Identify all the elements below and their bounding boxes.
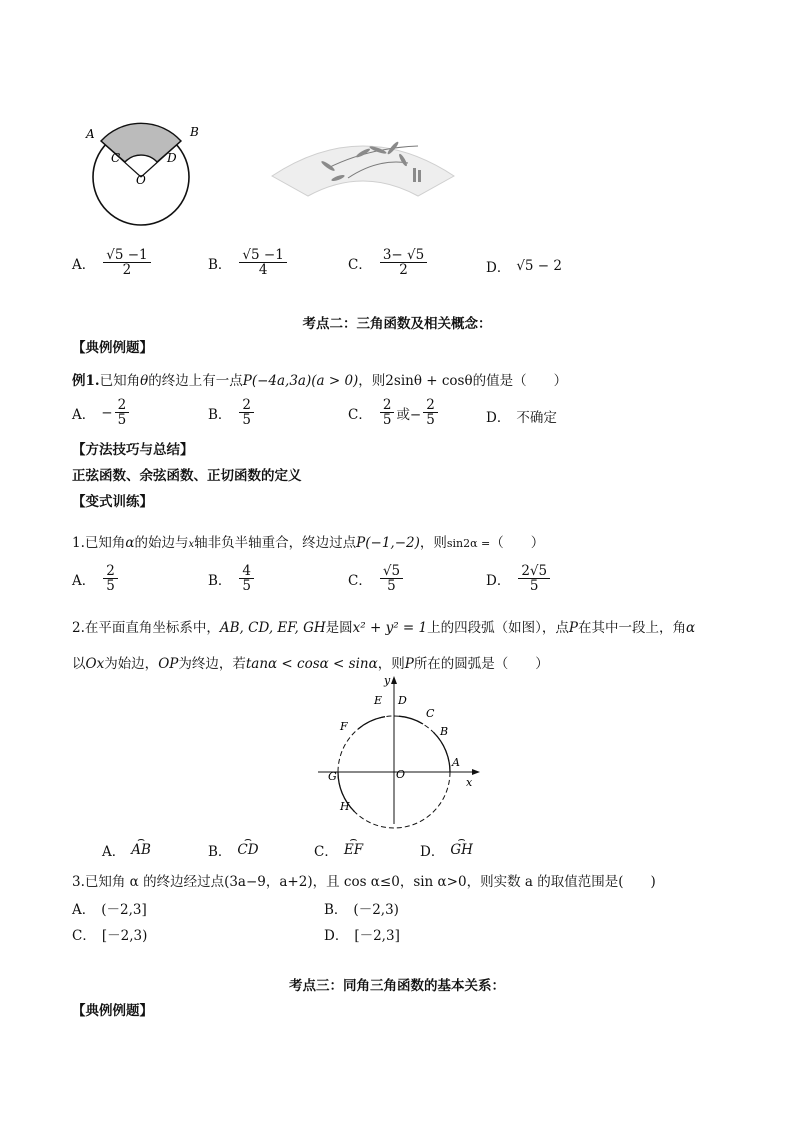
section3-typical-heading: 【典例例题】 xyxy=(72,1003,153,1019)
label-O: O xyxy=(396,768,406,781)
label-A: A xyxy=(86,127,95,141)
v1-option-d[interactable]: D． $\frac{2√5}{5}$ xyxy=(486,564,552,593)
variant1-question: 1.已知角α的始边与x轴非负半轴重合，终边过点P(−1,−2)，则sin2α =（ ） xyxy=(72,535,545,551)
q0-option-c[interactable]: C． $\frac{3- √5}{2}$ xyxy=(348,248,429,277)
q0-option-a[interactable]: A． $\frac{√5 -1}{2}$ xyxy=(72,248,153,277)
section2-title: 考点二：三角函数及相关概念： xyxy=(302,316,492,332)
variant3-question: 3.已知角 α 的终边经过点(3a−9，a+2)，且 cos α≤0，sin α>0，则实数 a 的取值范围是( ) xyxy=(72,874,656,890)
label-C: C xyxy=(111,151,121,165)
v1-option-a[interactable]: A． $\frac{2}{5}$ xyxy=(72,564,120,593)
ex1-option-d[interactable]: D． 不确定 xyxy=(486,410,557,426)
fan-painting-figure xyxy=(268,128,458,198)
v3-option-d[interactable]: D． [－2,3] xyxy=(324,928,400,944)
variant2-question-line1: 2.在平面直角坐标系中，AB, CD, EF, GH是圆x² + y² = 1上的四段弧（如图），点P在其中一段上，角α xyxy=(72,620,696,636)
ring-sector-figure xyxy=(80,118,210,228)
label-A: A xyxy=(452,756,460,769)
unit-circle-figure xyxy=(310,672,490,832)
v2-option-d[interactable]: D． ⌢ GH xyxy=(420,840,473,860)
section3-title: 考点三：同角三角函数的基本关系： xyxy=(289,978,505,994)
label-B: B xyxy=(190,125,199,139)
label-F: F xyxy=(340,720,348,733)
v3-option-c[interactable]: C． [－2,3) xyxy=(72,928,148,944)
method-heading: 【方法技巧与总结】 xyxy=(72,442,194,458)
q0-option-d[interactable]: D． √5 − 2 xyxy=(486,258,563,276)
v3-option-a[interactable]: A． (－2,3] xyxy=(72,902,147,918)
ex1-option-b[interactable]: B． $\frac{2}{5}$ xyxy=(208,398,256,427)
axis-x-label: x xyxy=(466,776,473,789)
label-G: G xyxy=(328,770,337,783)
section2-typical-heading: 【典例例题】 xyxy=(72,340,153,356)
v2-option-b[interactable]: B． ⌢ CD xyxy=(208,840,259,860)
ex1-option-a[interactable]: A． − $\frac{2}{5}$ xyxy=(72,398,131,427)
label-B: B xyxy=(440,725,449,738)
ex1-option-c[interactable]: C． $\frac{2}{5}$ 或− $\frac{2}{5}$ xyxy=(348,398,440,427)
v2-option-a[interactable]: A． ⌢ AB xyxy=(102,840,151,860)
axis-y-label: y xyxy=(384,674,391,687)
v1-option-b[interactable]: B． $\frac{4}{5}$ xyxy=(208,564,256,593)
label-C: C xyxy=(426,707,435,720)
v1-option-c[interactable]: C． $\frac{√5}{5}$ xyxy=(348,564,405,593)
label-E: E xyxy=(374,694,383,707)
variant-heading: 【变式训练】 xyxy=(72,494,153,510)
v3-option-b[interactable]: B． (－2,3) xyxy=(324,902,399,918)
label-D: D xyxy=(398,694,407,707)
q0-option-b[interactable]: B． $\frac{√5 -1}{4}$ xyxy=(208,248,289,277)
variant2-question-line2: 以Ox为始边，OP为终边，若tanα < cosα < sinα，则P所在的圆弧是（ ） xyxy=(72,656,549,672)
example1-question: 例1.已知角θ的终边上有一点P(−4a,3a)(a > 0)，则2sinθ + cosθ的值是（ ） xyxy=(72,373,568,389)
label-H: H xyxy=(340,800,350,813)
label-D: D xyxy=(167,151,177,165)
method-content: 正弦函数、余弦函数、正切函数的定义 xyxy=(72,468,302,484)
v2-option-c[interactable]: C． ⌢ EF xyxy=(314,840,363,860)
label-O: O xyxy=(136,173,146,187)
